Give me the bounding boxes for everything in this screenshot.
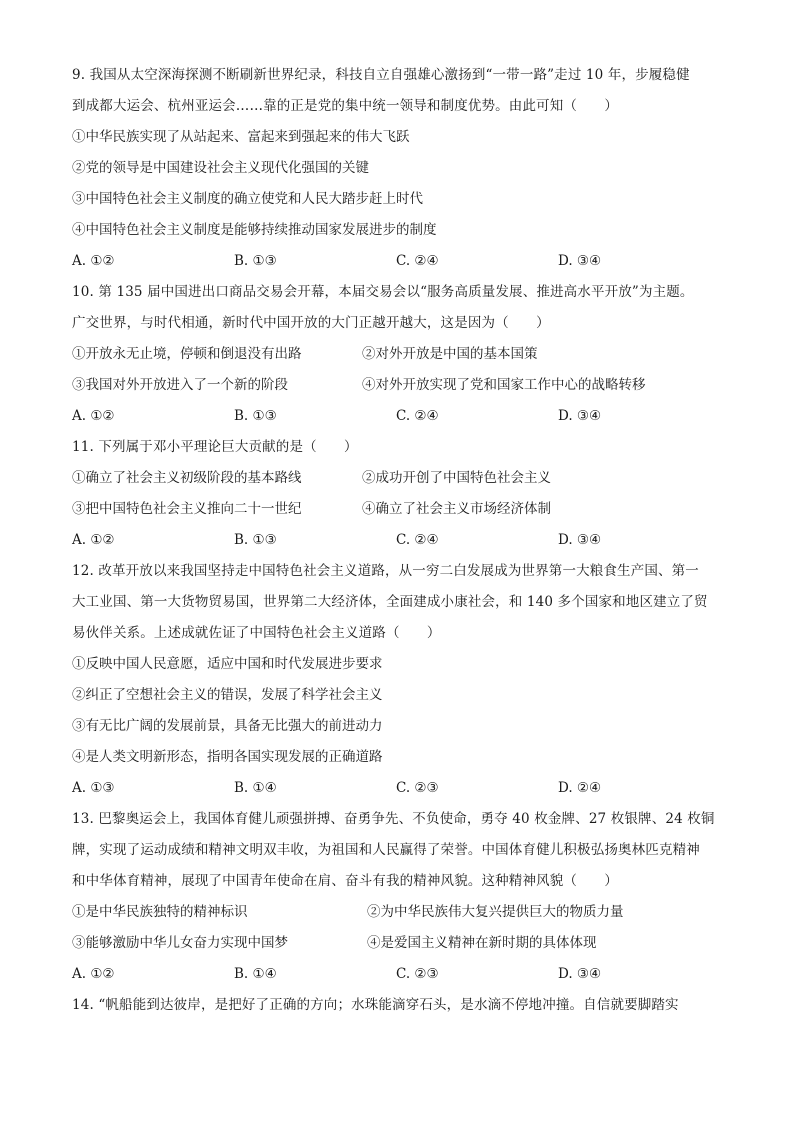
statement-item: ④是爱国主义精神在新时期的具体体现 bbox=[367, 935, 597, 951]
choice-d[interactable]: D. ③④ bbox=[558, 966, 602, 982]
choice-a[interactable]: A. ①② bbox=[72, 532, 115, 548]
statement-item: ②为中华民族伟大复兴提供巨大的物质力量 bbox=[367, 904, 624, 920]
question-stem-line: 11. 下列属于邓小平理论巨大贡献的是（ ） bbox=[72, 439, 358, 455]
question-stem-line: 14. “帆船能到达彼岸，是把好了正确的方向；水珠能滴穿石头，是水滴不停地冲撞。自信就要脚踏实 bbox=[72, 997, 679, 1013]
choice-row bbox=[72, 529, 720, 560]
question-stem-line: 到成都大运会、杭州亚运会……靠的正是党的集中统一领导和制度优势。由此可知（ ） bbox=[72, 98, 618, 114]
choice-a[interactable]: A. ①② bbox=[72, 966, 115, 982]
statement-pair-row bbox=[72, 901, 720, 932]
question-14 bbox=[72, 994, 720, 1025]
question-stem-line: 广交世界，与时代相通，新时代中国开放的大门正越开越大，这是因为（ ） bbox=[72, 315, 550, 331]
question-stem-line: 大工业国、第一大货物贸易国，世界第二大经济体，全面建成小康社会，和 140 多个国家和地区建立了贸 bbox=[72, 594, 708, 610]
statement-item: ③能够激励中华儿女奋力实现中国梦 bbox=[72, 935, 288, 951]
question-stem-line: 和中华体育精神，展现了中国青年使命在肩、奋斗有我的精神风貌。这种精神风貌（ ） bbox=[72, 873, 618, 889]
statement-item: ③中国特色社会主义制度的确立使党和人民大踏步赶上时代 bbox=[72, 191, 423, 207]
statement-item: ③把中国特色社会主义推向二十一世纪 bbox=[72, 501, 302, 517]
choice-row bbox=[72, 405, 720, 436]
statement-item: ④中国特色社会主义制度是能够持续推动国家发展进步的制度 bbox=[72, 222, 437, 238]
statement-item: ②成功开创了中国特色社会主义 bbox=[362, 470, 551, 486]
statement-pair-row bbox=[72, 498, 720, 529]
choice-c[interactable]: C. ②③ bbox=[396, 966, 439, 982]
statement-item: ④对外开放实现了党和国家工作中心的战略转移 bbox=[362, 377, 646, 393]
statement-item: ①是中华民族独特的精神标识 bbox=[72, 904, 248, 920]
statement-item: ④确立了社会主义市场经济体制 bbox=[362, 501, 551, 517]
choice-row bbox=[72, 963, 720, 994]
choice-d[interactable]: D. ②④ bbox=[558, 780, 602, 796]
choice-a[interactable]: A. ①③ bbox=[72, 780, 115, 796]
statement-pair-row bbox=[72, 467, 720, 498]
choice-b[interactable]: B. ①④ bbox=[234, 966, 277, 982]
statement-item: ④是人类文明新形态，指明各国实现发展的正确道路 bbox=[72, 749, 383, 765]
choice-c[interactable]: C. ②④ bbox=[396, 532, 439, 548]
choice-d[interactable]: D. ③④ bbox=[558, 408, 602, 424]
statement-item: ②对外开放是中国的基本国策 bbox=[362, 346, 538, 362]
statement-pair-row bbox=[72, 343, 720, 374]
choice-row bbox=[72, 777, 720, 808]
question-stem-line: 13. 巴黎奥运会上，我国体育健儿顽强拼搏、奋勇争先、不负使命，勇夺 40 枚金牌、27 枚银牌、24 枚铜 bbox=[72, 811, 715, 827]
choice-b[interactable]: B. ①③ bbox=[234, 532, 277, 548]
statement-item: ①确立了社会主义初级阶段的基本路线 bbox=[72, 470, 302, 486]
question-11 bbox=[72, 436, 720, 560]
statement-item: ①反映中国人民意愿，适应中国和时代发展进步要求 bbox=[72, 656, 383, 672]
statement-item: ③有无比广阔的发展前景，具备无比强大的前进动力 bbox=[72, 718, 383, 734]
statement-item: ①中华民族实现了从站起来、富起来到强起来的伟大飞跃 bbox=[72, 129, 410, 145]
question-stem-line: 10. 第 135 届中国进出口商品交易会开幕，本届交易会以“服务高质量发展、推进高水平开放”为主题。 bbox=[72, 284, 694, 300]
choice-d[interactable]: D. ③④ bbox=[558, 532, 602, 548]
choice-a[interactable]: A. ①② bbox=[72, 408, 115, 424]
choice-c[interactable]: C. ②③ bbox=[396, 780, 439, 796]
statement-item: ①开放永无止境，停顿和倒退没有出路 bbox=[72, 346, 302, 362]
question-stem-line: 12. 改革开放以来我国坚持走中国特色社会主义道路，从一穷二白发展成为世界第一大粮食生产国、第一 bbox=[72, 563, 699, 579]
question-9 bbox=[72, 64, 720, 281]
choice-b[interactable]: B. ①③ bbox=[234, 408, 277, 424]
choice-b[interactable]: B. ①④ bbox=[234, 780, 277, 796]
statement-pair-row bbox=[72, 932, 720, 963]
choice-b[interactable]: B. ①③ bbox=[234, 253, 277, 269]
statement-item: ③我国对外开放进入了一个新的阶段 bbox=[72, 377, 288, 393]
question-12 bbox=[72, 560, 720, 808]
statement-pair-row bbox=[72, 374, 720, 405]
question-stem-line: 牌，实现了运动成绩和精神文明双丰收，为祖国和人民赢得了荣誉。中国体育健儿积极弘扬奥林匹克精神 bbox=[72, 842, 700, 858]
choice-c[interactable]: C. ②④ bbox=[396, 253, 439, 269]
question-10 bbox=[72, 281, 720, 436]
choice-d[interactable]: D. ③④ bbox=[558, 253, 602, 269]
statement-item: ②党的领导是中国建设社会主义现代化强国的关键 bbox=[72, 160, 369, 176]
choice-a[interactable]: A. ①② bbox=[72, 253, 115, 269]
question-13 bbox=[72, 808, 720, 994]
choice-row bbox=[72, 250, 720, 281]
question-stem-line: 9. 我国从太空深海探测不断刷新世界纪录，科技自立自强雄心激扬到“一带一路”走过 10 年，步履稳健 bbox=[72, 67, 690, 83]
choice-c[interactable]: C. ②④ bbox=[396, 408, 439, 424]
question-stem-line: 易伙伴关系。上述成就佐证了中国特色社会主义道路（ ） bbox=[72, 625, 441, 641]
statement-item: ②纠正了空想社会主义的错误，发展了科学社会主义 bbox=[72, 687, 383, 703]
exam-page bbox=[72, 64, 720, 1025]
